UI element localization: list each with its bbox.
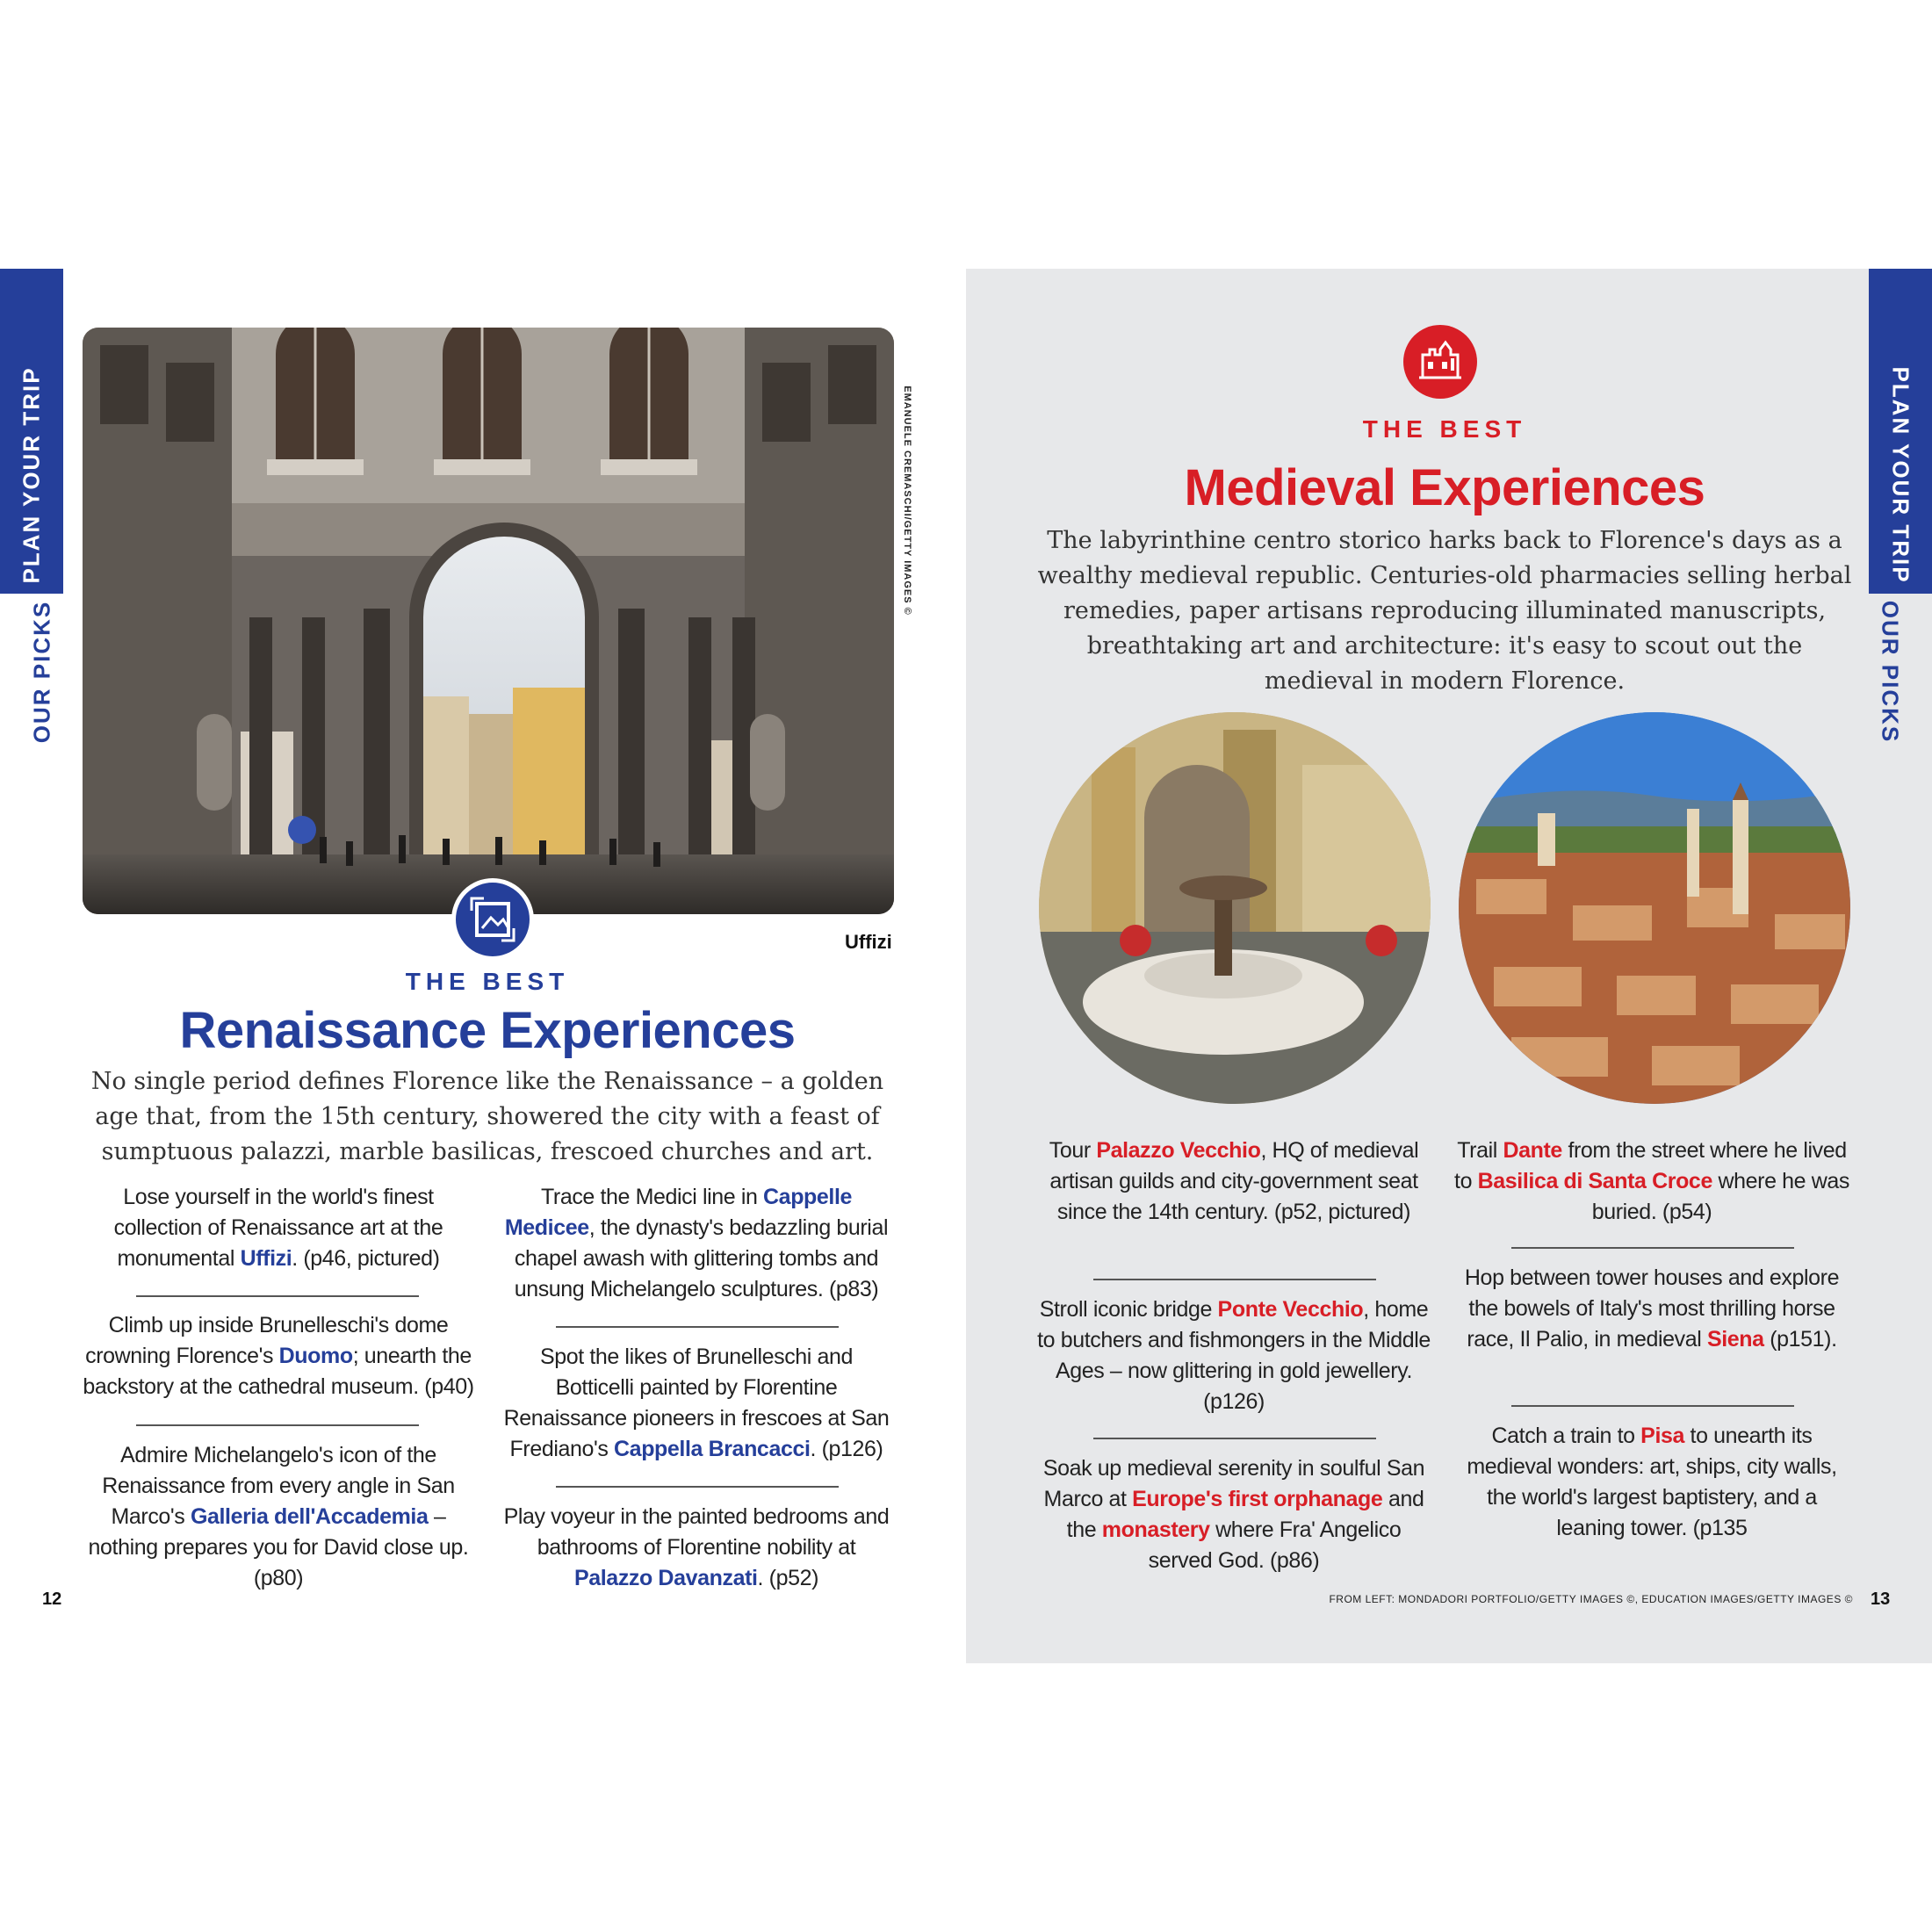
divider	[1093, 1279, 1376, 1280]
pick-text: where he was buried. (p54)	[1591, 1169, 1849, 1224]
pick-text: (p151).	[1763, 1327, 1837, 1352]
pick-highlight: Dante	[1503, 1138, 1562, 1163]
pick-text: Trace the Medici line in	[540, 1185, 764, 1209]
left-pick-1	[81, 1182, 476, 1274]
left-photo-credit: EMANUELE CREMASCHI/GETTY IMAGES ©	[902, 386, 912, 616]
right-pick-2	[1036, 1294, 1431, 1417]
pick-highlight: Europe's first orphanage	[1132, 1487, 1383, 1511]
pick-highlight: Siena	[1706, 1327, 1764, 1352]
pick-highlight: Cappelle Medicee	[504, 1185, 853, 1240]
left-pick-3	[81, 1440, 476, 1594]
right-tab-plan-label: PLAN YOUR TRIP	[1887, 366, 1914, 584]
divider	[556, 1326, 839, 1328]
pick-highlight: Cappella Brancacci	[614, 1437, 811, 1461]
pick-text: – nothing prepares you for David close up. (p80)	[88, 1504, 469, 1590]
right-heading: Medieval Experiences	[1184, 459, 1705, 516]
left-tab-picks-label: OUR PICKS	[28, 600, 55, 744]
pick-highlight: Duomo	[278, 1344, 353, 1368]
pick-text: Play voyeur in the painted bedrooms and bathrooms of Florentine nobility at	[503, 1504, 890, 1560]
left-intro: No single period defines Florence like the Renaissance – a golden age that, from the 15th century, showered the city with a feast of sumptuous palazzi, marble basilicas, frescoed churches and art.	[90, 1068, 884, 1165]
pick-text: Trail	[1457, 1138, 1503, 1163]
right-photo-credit: FROM LEFT: MONDADORI PORTFOLIO/GETTY IMAGES ©, EDUCATION IMAGES/GETTY IMAGES ©	[1329, 1593, 1853, 1605]
pick-text: Stroll iconic bridge	[1039, 1297, 1218, 1322]
pick-text: . (p52)	[757, 1566, 819, 1590]
divider	[136, 1424, 419, 1426]
pick-text: ; unearth the backstory at the cathedral museum. (p40)	[83, 1344, 474, 1399]
pick-highlight: Palazzo Vecchio	[1096, 1138, 1261, 1163]
divider	[1511, 1247, 1794, 1249]
right-pick-3	[1036, 1453, 1431, 1576]
pick-text: Soak up medieval serenity in soulful San Marco at	[1042, 1456, 1425, 1511]
right-pick-4	[1454, 1135, 1849, 1228]
pick-highlight: Palazzo Davanzati	[573, 1566, 758, 1590]
left-page-number: 12	[42, 1590, 62, 1609]
pick-text: and the	[1066, 1487, 1424, 1542]
right-tab-picks-label: OUR PICKS	[1877, 600, 1904, 744]
right-kicker: THE BEST	[1362, 415, 1527, 443]
pick-text: Hop between tower houses and explore the bowels of Italy's most thrilling horse race, Il Palio, in medieval	[1464, 1265, 1840, 1352]
right-page-number: 13	[1871, 1590, 1891, 1609]
pick-text: , the dynasty's bedazzling burial chapel awash with glittering tombs and unsung Michelangelo sculptures. (p83)	[514, 1215, 889, 1301]
medieval-town-icon	[1403, 325, 1477, 399]
left-pick-6	[499, 1502, 894, 1594]
right-intro: The labyrinthine centro storico harks back to Florence's days as a wealthy medieval republic. Centuries-old pharmacies selling herbal remedies, paper artisans reproducing illuminated manuscripts, breathtaking art and architecture: it's easy to scout out the medieval in modern Florence.	[1037, 527, 1852, 695]
florence-rooftops-photo	[1459, 712, 1850, 1104]
pick-highlight: Galleria dell'Accademia	[190, 1504, 429, 1529]
left-tab-plan-label: PLAN YOUR TRIP	[18, 366, 45, 584]
left-photo-caption: Uffizi	[845, 931, 892, 953]
left-pick-2	[81, 1310, 476, 1402]
left-kicker: THE BEST	[405, 968, 570, 995]
pick-text: Tour	[1049, 1138, 1097, 1163]
pick-text: Spot the likes of Brunelleschi and Botticelli painted by Florentine Renaissance pioneers in frescoes at San Frediano's	[503, 1344, 890, 1461]
divider	[136, 1295, 419, 1297]
pick-highlight: Ponte Vecchio	[1217, 1297, 1364, 1322]
pick-text: Catch a train to	[1491, 1424, 1641, 1448]
picture-frame-icon	[451, 878, 534, 961]
uffizi-photo	[83, 328, 894, 914]
pick-highlight: Uffizi	[240, 1246, 292, 1271]
right-pick-6	[1454, 1421, 1849, 1544]
left-pick-4	[499, 1182, 894, 1305]
pick-text: , home to butchers and fishmongers in the Middle Ages – now glittering in gold jewellery. (p126)	[1037, 1297, 1431, 1414]
divider	[1511, 1405, 1794, 1407]
pick-text: Lose yourself in the world's finest collection of Renaissance art at the monumental	[113, 1185, 443, 1271]
pick-text: from the street where he lived to	[1454, 1138, 1847, 1193]
pick-highlight: Basilica di Santa Croce	[1477, 1169, 1712, 1193]
pick-highlight: Pisa	[1640, 1424, 1685, 1448]
pick-text: to unearth its medieval wonders: art, ships, city walls, the world's largest baptistery, and a leaning tower. (p135	[1467, 1424, 1837, 1540]
pick-text: . (p126)	[810, 1437, 883, 1461]
pick-text: where Fra' Angelico served God. (p86)	[1148, 1517, 1402, 1573]
pick-text: . (p46, pictured)	[292, 1246, 440, 1271]
uffizi-illustration	[83, 328, 894, 914]
pick-text: Climb up inside Brunelleschi's dome crowning Florence's	[85, 1313, 449, 1368]
right-pick-5	[1454, 1263, 1849, 1355]
right-pick-1	[1036, 1135, 1431, 1228]
left-heading: Renaissance Experiences	[179, 1002, 796, 1059]
divider	[556, 1486, 839, 1488]
pick-highlight: monastery	[1101, 1517, 1210, 1542]
left-pick-5	[499, 1342, 894, 1465]
pick-text: Admire Michelangelo's icon of the Renaissance from every angle in San Marco's	[102, 1443, 455, 1529]
pick-text: , HQ of medieval artisan guilds and city-government seat since the 14th century. (p52, pictured)	[1049, 1138, 1419, 1224]
palazzo-vecchio-photo	[1039, 712, 1431, 1104]
divider	[1093, 1438, 1376, 1439]
